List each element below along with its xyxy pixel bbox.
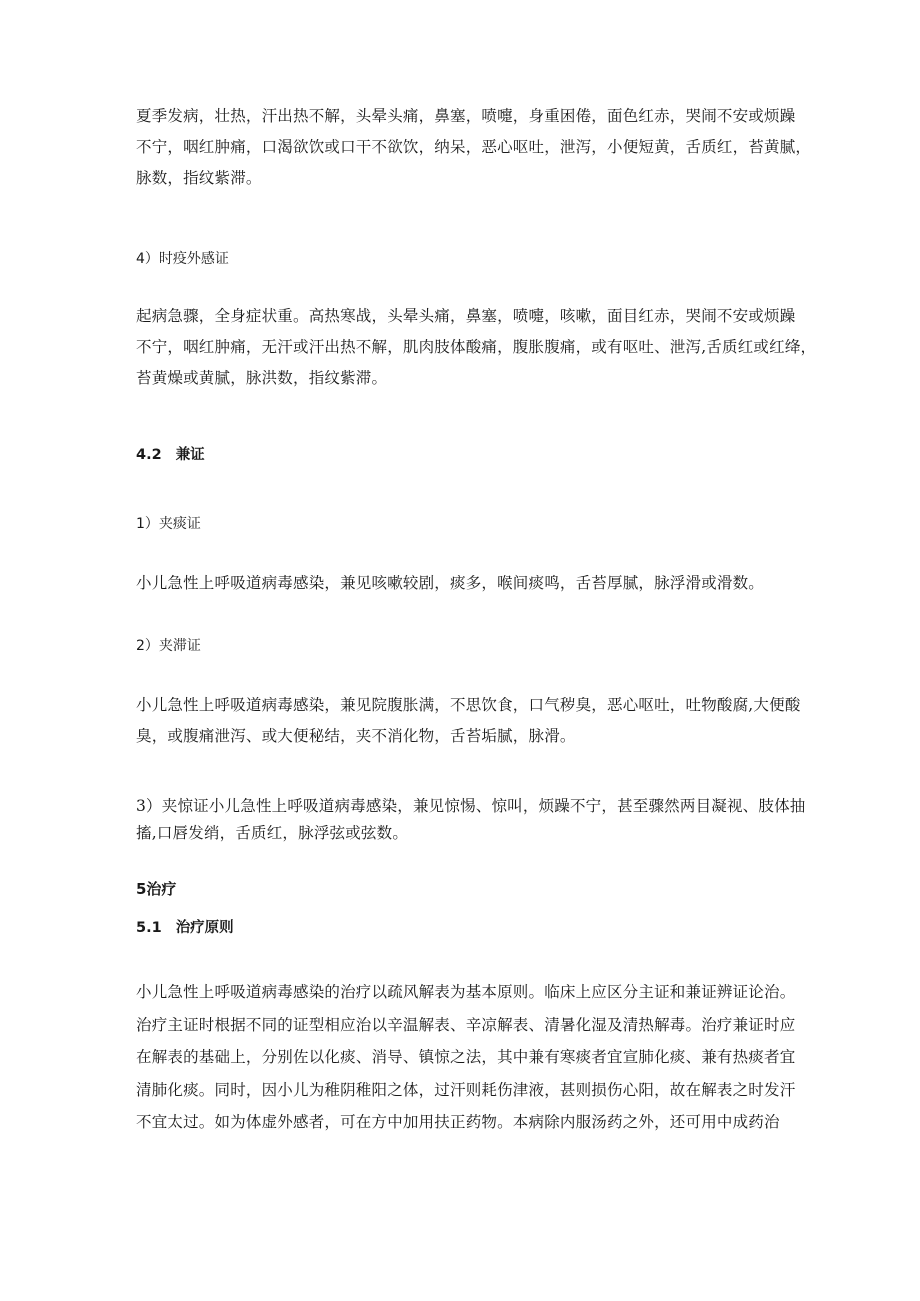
text-line: 起病急骤，全身症状重。高热寒战，头晕头痛，鼻塞，喷嚏，咳嗽，面目红赤，哭闹不安或烦躁	[136, 307, 796, 325]
subheading-epidemic-syndrome: 4）时疫外感证	[136, 251, 229, 267]
text-line: 不宁，咽红肿痛，无汗或汗出热不解，肌肉肢体酸痛，腹胀腹痛，或有呕吐、泄泻,舌质红或红绛，	[136, 338, 817, 356]
text-line: 搐,口唇发绡，舌质红，脉浮弦或弦数。	[136, 824, 409, 842]
paragraph-stagnation-syndrome	[136, 690, 801, 752]
text-line: 不宜太过。如为体虚外感者，可在方中加用扶正药物。本病除内服汤药之外，还可用中成药治	[136, 1113, 780, 1131]
section-heading-treatment-principle	[136, 918, 234, 938]
section-number: 5.1	[136, 920, 162, 936]
text-line: 脉数，指纹紫滞。	[136, 169, 262, 187]
paragraph-treatment-principle	[136, 976, 801, 1139]
subheading-phlegm-syndrome: 1）夹痰证	[136, 516, 201, 532]
text-line: 小儿急性上呼吸道病毒感染，兼见咳嗽较剧，痰多，喉间痰鸣，舌苔厚腻，脉浮滑或滑数。	[136, 574, 765, 592]
paragraph-summer-damp-syndrome	[136, 101, 812, 194]
section-heading-combined-syndromes	[136, 445, 205, 465]
text-line: 夏季发病，壮热，汗出热不解，头晕头痛，鼻塞，喷嚏，身重困倦，面色红赤，哭闹不安或烦躁	[136, 107, 796, 125]
text-line: 治疗主证时根据不同的证型相应治以辛温解表、辛凉解表、清暑化湿及清热解毒。治疗兼证时应	[136, 1015, 796, 1034]
paragraph-fright-syndrome	[136, 793, 806, 847]
section-heading-treatment: 5治疗	[136, 880, 177, 898]
text-line: 小儿急性上呼吸道病毒感染的治疗以疏风解表为基本原则。临床上应区分主证和兼证辨证论治。	[136, 983, 796, 1001]
text-line: 小儿急性上呼吸道病毒感染，兼见院腹胀满，不思饮食，口气秽臭，恶心呕吐，吐物酸腐,大便酸	[136, 696, 801, 714]
section-title: 兼证	[175, 447, 205, 463]
text-line: 3）夹惊证小儿急性上呼吸道病毒感染，兼见惊惕、惊叫，烦躁不宁，甚至骤然两目凝视、肢体抽	[136, 797, 806, 815]
section-number: 4.2	[136, 447, 162, 463]
subheading-stagnation-syndrome: 2）夹滞证	[136, 638, 201, 654]
text-line: 清肺化痰。同时，因小儿为稚阴稚阳之体，过汗则耗伤津液，甚则损伤心阳，故在解表之时发汗	[136, 1080, 796, 1099]
paragraph-epidemic-syndrome	[136, 301, 817, 394]
text-line: 臭，或腹痛泄泻、或大便秘结，夹不消化物，舌苔垢腻，脉滑。	[136, 727, 576, 745]
text-line: 在解表的基础上，分别佐以化痰、消导、镇惊之法，其中兼有寒痰者宜宣肺化痰、兼有热痰者宜	[136, 1048, 796, 1066]
paragraph-phlegm-syndrome	[136, 568, 801, 599]
text-line: 苔黄燥或黄腻，脉洪数，指纹紫滞。	[136, 369, 388, 387]
text-line: 不宁，咽红肿痛，口渴欲饮或口干不欲饮，纳呆，恶心呕吐，泄泻，小便短黄，舌质红，苔黄腻，	[136, 138, 812, 156]
section-title: 治疗原则	[175, 920, 234, 936]
